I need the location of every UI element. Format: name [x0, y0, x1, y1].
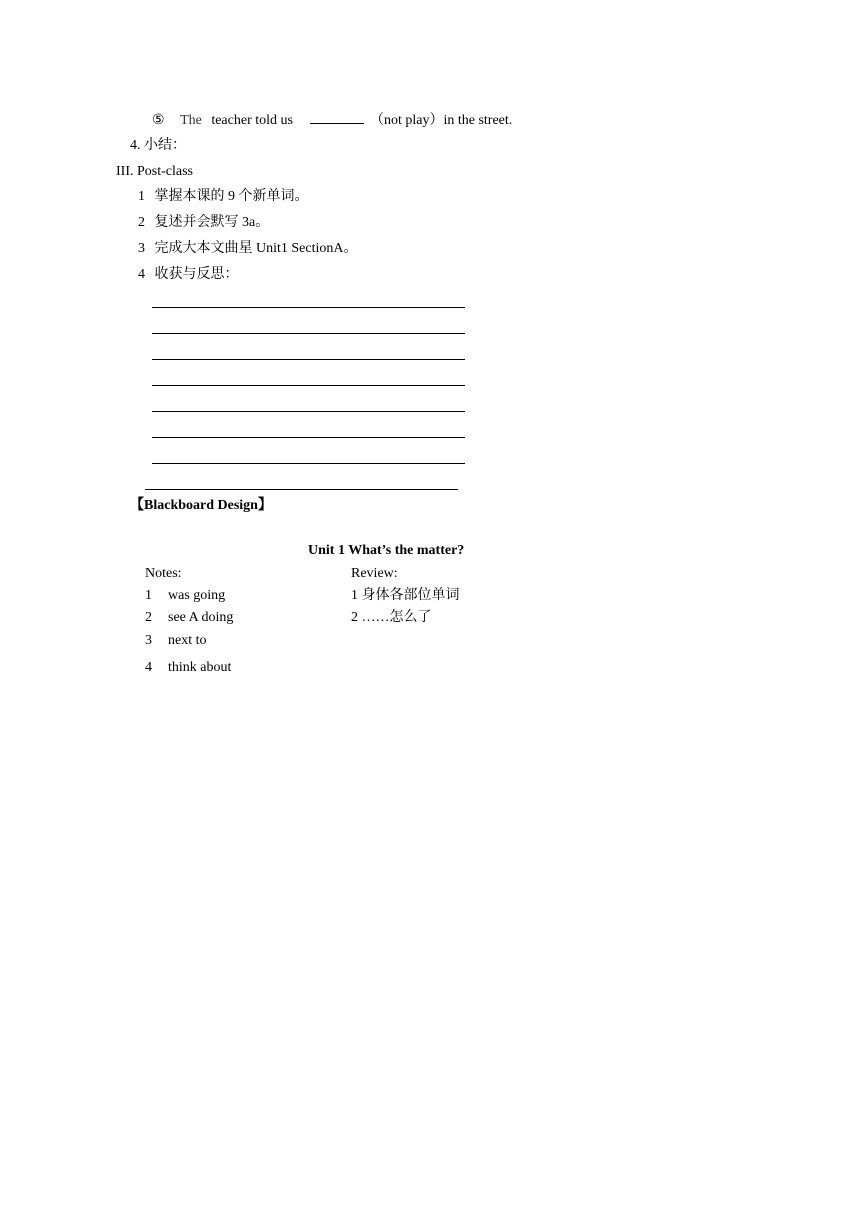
- reflection-line: [152, 411, 465, 412]
- item-number: 3: [138, 241, 145, 256]
- post-class-heading: III. Post-class: [116, 164, 193, 179]
- exercise-marker: ⑤: [152, 113, 165, 128]
- reflection-line: [152, 385, 465, 386]
- note-item: [145, 609, 233, 627]
- reflection-line: [152, 437, 465, 438]
- item-text: 完成大本文曲星 Unit1 SectionA。: [154, 241, 358, 256]
- item-text: 掌握本课的 9 个新单词。: [154, 189, 309, 204]
- item-number: 1: [138, 189, 145, 204]
- post-class-item: [138, 240, 358, 258]
- post-class-item: [138, 214, 269, 232]
- note-text: think about: [168, 660, 232, 675]
- note-text: see A doing: [168, 610, 234, 625]
- note-number: 4: [145, 660, 152, 675]
- review-label: Review:: [351, 566, 398, 581]
- note-item: [145, 659, 231, 677]
- blackboard-title: Unit 1 What’s the matter?: [308, 543, 465, 558]
- note-item: [145, 632, 207, 650]
- item-text: 收获与反思：: [154, 267, 239, 282]
- review-item: 2 ……怎么了: [351, 610, 432, 625]
- review-item: 1 身体各部位单词: [351, 588, 460, 603]
- note-text: was going: [168, 588, 226, 603]
- reflection-line: [152, 307, 465, 308]
- reflection-line: [152, 463, 465, 464]
- item-text: 复述并会默写 3a。: [154, 215, 270, 230]
- note-text: next to: [168, 633, 207, 648]
- exercise-hint: （not play）in the street.: [369, 113, 513, 128]
- note-number: 1: [145, 588, 152, 603]
- exercise-word-the: The: [180, 113, 202, 128]
- exercise-line: [152, 111, 512, 130]
- reflection-line: [152, 359, 465, 360]
- answer-blank: [310, 111, 364, 124]
- note-item: [145, 587, 225, 605]
- note-number: 3: [145, 633, 152, 648]
- note-number: 2: [145, 610, 152, 625]
- post-class-item: [138, 188, 309, 206]
- item-number: 4: [138, 267, 145, 282]
- summary-label: 4. 小结：: [130, 138, 186, 153]
- item-number: 2: [138, 215, 145, 230]
- notes-label: Notes:: [145, 566, 182, 581]
- reflection-line: [152, 333, 465, 334]
- post-class-item: [138, 266, 239, 284]
- exercise-text: teacher told us: [211, 113, 293, 128]
- blackboard-heading: 【Blackboard Design】: [130, 498, 272, 513]
- reflection-line: [145, 489, 458, 490]
